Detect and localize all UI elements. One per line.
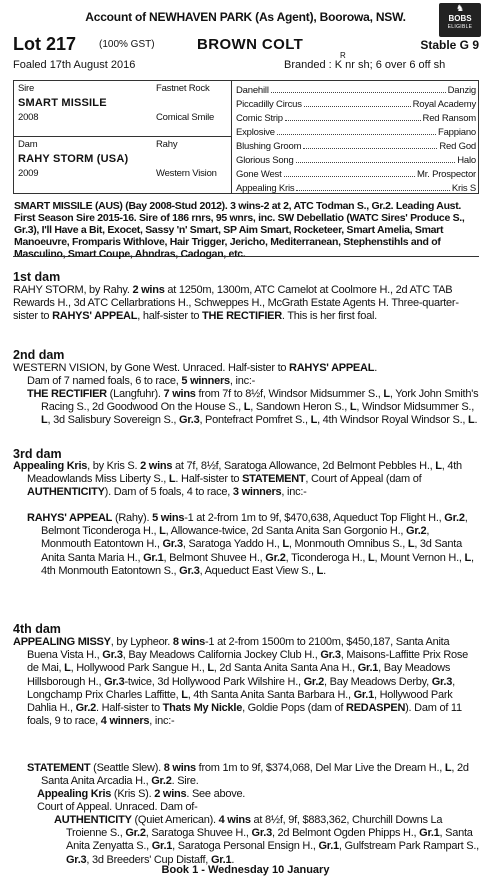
first-dam-text: RAHY STORM, by Rahy. 2 wins at 1250m, 1300m, ATC Camelot at Coolmore H., 2d ATC TAB Rewards H., 3d ATC Cellarbrations H., Schweppes H., McGrath Estate Agents H. Three-quarter-sister to RAHYS' APPEAL, half-sister to THE RECTIFIER. This is her first foal. — [13, 284, 459, 323]
pedigree-line-sire: Mr. Prospector — [417, 169, 476, 180]
court-of-appeal-line: Court of Appeal. Unraced. Dam of- — [37, 801, 198, 813]
authenticity-entry: AUTHENTICITY (Quiet American). 4 wins at 8½f, 9f, $883,362, Churchill Downs La Troienne S., Gr.2, Saratoga Shuvee H., Gr.3, 2d Belmont Ogden Phipps H., Gr.1, Santa Anita Zenyatta S., Gr.1, Saratoga Personal Ensign H., Gr.1, Gulfstream Park Rampart S., Gr.3, 3d Breeders' Cup Distaff, Gr.1. — [54, 814, 479, 866]
pedigree-table — [13, 80, 479, 194]
dot-leader — [271, 92, 446, 93]
second-dam-heading: 2nd dam — [13, 348, 65, 362]
summary-divider — [13, 256, 479, 257]
statement-entry: STATEMENT (Seattle Slew). 8 wins from 1m to 9f, $374,068, Del Mar Live the Dream H., L, 2d Santa Anita Arcadia H., Gr.2. Sire. — [27, 762, 469, 788]
pedigree-line-name: Blushing Groom — [236, 141, 302, 152]
lot-line — [13, 34, 479, 54]
logo-name: BOBS — [448, 14, 472, 23]
bobs-logo — [439, 3, 481, 37]
appealing-kris-entry: Appealing Kris (Kris S). 2 wins. See above. — [37, 788, 246, 800]
dot-leader — [304, 106, 411, 107]
sire-row — [18, 83, 228, 94]
pedigree-divider — [14, 136, 232, 137]
sire-year-row — [18, 112, 228, 123]
dam-label: Dam — [18, 139, 38, 150]
sire-name: SMART MISSILE — [18, 97, 107, 109]
dot-leader — [296, 190, 449, 191]
dam-year-row — [18, 168, 228, 179]
pedigree-line — [236, 166, 476, 180]
pedigree-line — [236, 96, 476, 110]
dam-dam: Western Vision — [156, 168, 217, 179]
pedigree-line-name: Glorious Song — [236, 155, 294, 166]
pedigree-line — [236, 152, 476, 166]
crest-icon: ♞ — [455, 3, 465, 13]
footer: Book 1 - Wednesday 10 January — [161, 864, 330, 876]
lot-title: BROWN COLT — [197, 36, 304, 53]
dam-sire: Rahy — [156, 139, 178, 150]
second-dam-entry: THE RECTIFIER (Langfuhr). 7 wins from 7f to 8½f, Windsor Midsummer S., L, York John Smith's Racing S., 2d Goodwood On the House S., L, Sandown Heron S., L, Windsor Midsummer S., L, 3d Salisbury Sovereign S., Gr.3, Pontefract Pomfret S., L, 4th Windsor Royal Windsor S., L. — [27, 388, 479, 427]
pedigree-line-sire: Red Ransom — [422, 113, 476, 124]
dot-leader — [285, 120, 421, 121]
pedigree-line-name: Gone West — [236, 169, 282, 180]
sire-label: Sire — [18, 83, 35, 94]
pedigree-line — [236, 180, 476, 194]
pedigree-parents — [14, 81, 232, 193]
branded-info: Branded : K nr sh; 6 over 6 off sh — [284, 59, 446, 71]
pedigree-line — [236, 124, 476, 138]
pedigree-line-name: Piccadilly Circus — [236, 99, 302, 110]
pedigree-line-sire: Danzig — [447, 85, 476, 96]
dam-row — [18, 139, 228, 150]
sire-dam: Comical Smile — [156, 112, 215, 123]
dot-leader — [296, 162, 456, 163]
fourth-dam-heading: 4th dam — [13, 622, 61, 636]
dam-year: 2009 — [18, 168, 39, 179]
dam-name: RAHY STORM (USA) — [18, 153, 129, 165]
lot-number: Lot 217 — [13, 34, 77, 54]
dot-leader — [303, 148, 437, 149]
pedigree-line-name: Comic Strip — [236, 113, 283, 124]
pedigree-line-sire: Fappiano — [437, 127, 476, 138]
pedigree-line — [236, 110, 476, 124]
pedigree-line-sire: Royal Academy — [412, 99, 476, 110]
third-dam-text: Appealing Kris, by Kris S. 2 wins at 7f, 8½f, Saratoga Allowance, 2d Belmont Pebbles H., L, 4th Meadowlands Miss Liberty S., L. Half-sister to STATEMENT, Court of Appeal (dam of AUTHENTICITY). Dam of 5 foals, 4 to race, 3 winners, inc:- — [13, 460, 462, 499]
pedigree-line — [236, 138, 476, 152]
fourth-dam-text: APPEALING MISSY, by Lypheor. 8 wins-1 at 2-from 1500m to 2100m, $450,187, Santa Anita Buena Vista H., Gr.3, Bay Meadows California Jockey Club H., Gr.3, Maisons-Laffitte Prix Rose de Mai, L, Hollywood Park Sangue H., L, 2d Santa Anita Santa Ana H., Gr.1, Bay Meadows Hillsborough H., Gr.3-twice, 3d Hollywood Park Wilshire H., Gr.2, Bay Meadows Derby, Gr.3, Longchamp Prix Charles Laffitte, L, 4th Santa Anita Santa Barbara H., Gr.1, Hollywood Park Dahlia H., Gr.2. Half-sister to Thats My Nickle, Goldie Pops (dam of REDASPEN). Dam of 11 foals, 9 to race, 4 winners, inc:- — [13, 636, 469, 728]
dot-leader — [277, 134, 436, 135]
first-dam-heading: 1st dam — [13, 270, 61, 284]
lot-gst: (100% GST) — [99, 39, 155, 50]
pedigree-line-sire: Red God — [439, 141, 476, 152]
third-dam-entry: RAHYS' APPEAL (Rahy). 5 wins-1 at 2-from 1m to 9f, $470,638, Aqueduct Top Flight H., Gr.2, Belmont Ticonderoga H., L, Allowance-twice, 2d Santa Anita San Gorgonio H., Gr.2, Monmouth Eatontown H., Gr.3, Saratoga Yaddo H., L, Monmouth Omnibus S., L, 3d Santa Anita Santa Maria H., Gr.1, Belmont Shuvee H., Gr.2, Ticonderoga H., L, Mount Vernon H., L, 4th Monmouth Eatontown S., Gr.3, Aqueduct East View S., L. — [27, 512, 474, 577]
second-dam-text: WESTERN VISION, by Gone West. Unraced. Half-sister to RAHYS' APPEAL. — [13, 362, 377, 374]
pedigree-line-name: Danehill — [236, 85, 269, 96]
stable-number: Stable G 9 — [420, 38, 479, 52]
third-dam-heading: 3rd dam — [13, 447, 62, 461]
pedigree-line-sire: Halo — [457, 155, 476, 166]
foaled-date: Foaled 17th August 2016 — [13, 59, 136, 71]
pedigree-line — [236, 82, 476, 96]
pedigree-line-name: Explosive — [236, 127, 275, 138]
sire-summary: SMART MISSILE (AUS) (Bay 2008-Stud 2012). 3 wins-2 at 2, ATC Todman S., Gr.2. Leading Aust. First Season Sire 2015-16. Sire of 186 rnrs, 95 wnrs, inc. SW Debellatio (WATC Sires' Produce S., Gr.3), I'll Have a Bit, Exocet, Sassy 'n' Smart, SP Aim Smart, Rocketeer, Smart Amelia, Smart Manoeuvre, Fromparis Withlove, Hair Trigger, Jericho, Mediterranean, Stephenstihls and of Masculino, Smart Coupe, Ahndras, Cadogan, etc. — [14, 200, 465, 260]
brand-mark: R — [340, 51, 346, 60]
second-dam-foals: Dam of 7 named foals, 6 to race, 5 winners, inc:- — [27, 375, 256, 387]
account-line: Account of NEWHAVEN PARK (As Agent), Boorowa, NSW. — [85, 10, 406, 24]
pedigree-line-sire: Kris S — [451, 183, 476, 194]
dot-leader — [284, 176, 415, 177]
sire-sire: Fastnet Rock — [156, 83, 210, 94]
pedigree-line-name: Appealing Kris — [236, 183, 295, 194]
sire-year: 2008 — [18, 112, 39, 123]
logo-subtitle: ELIGIBLE — [447, 24, 473, 30]
